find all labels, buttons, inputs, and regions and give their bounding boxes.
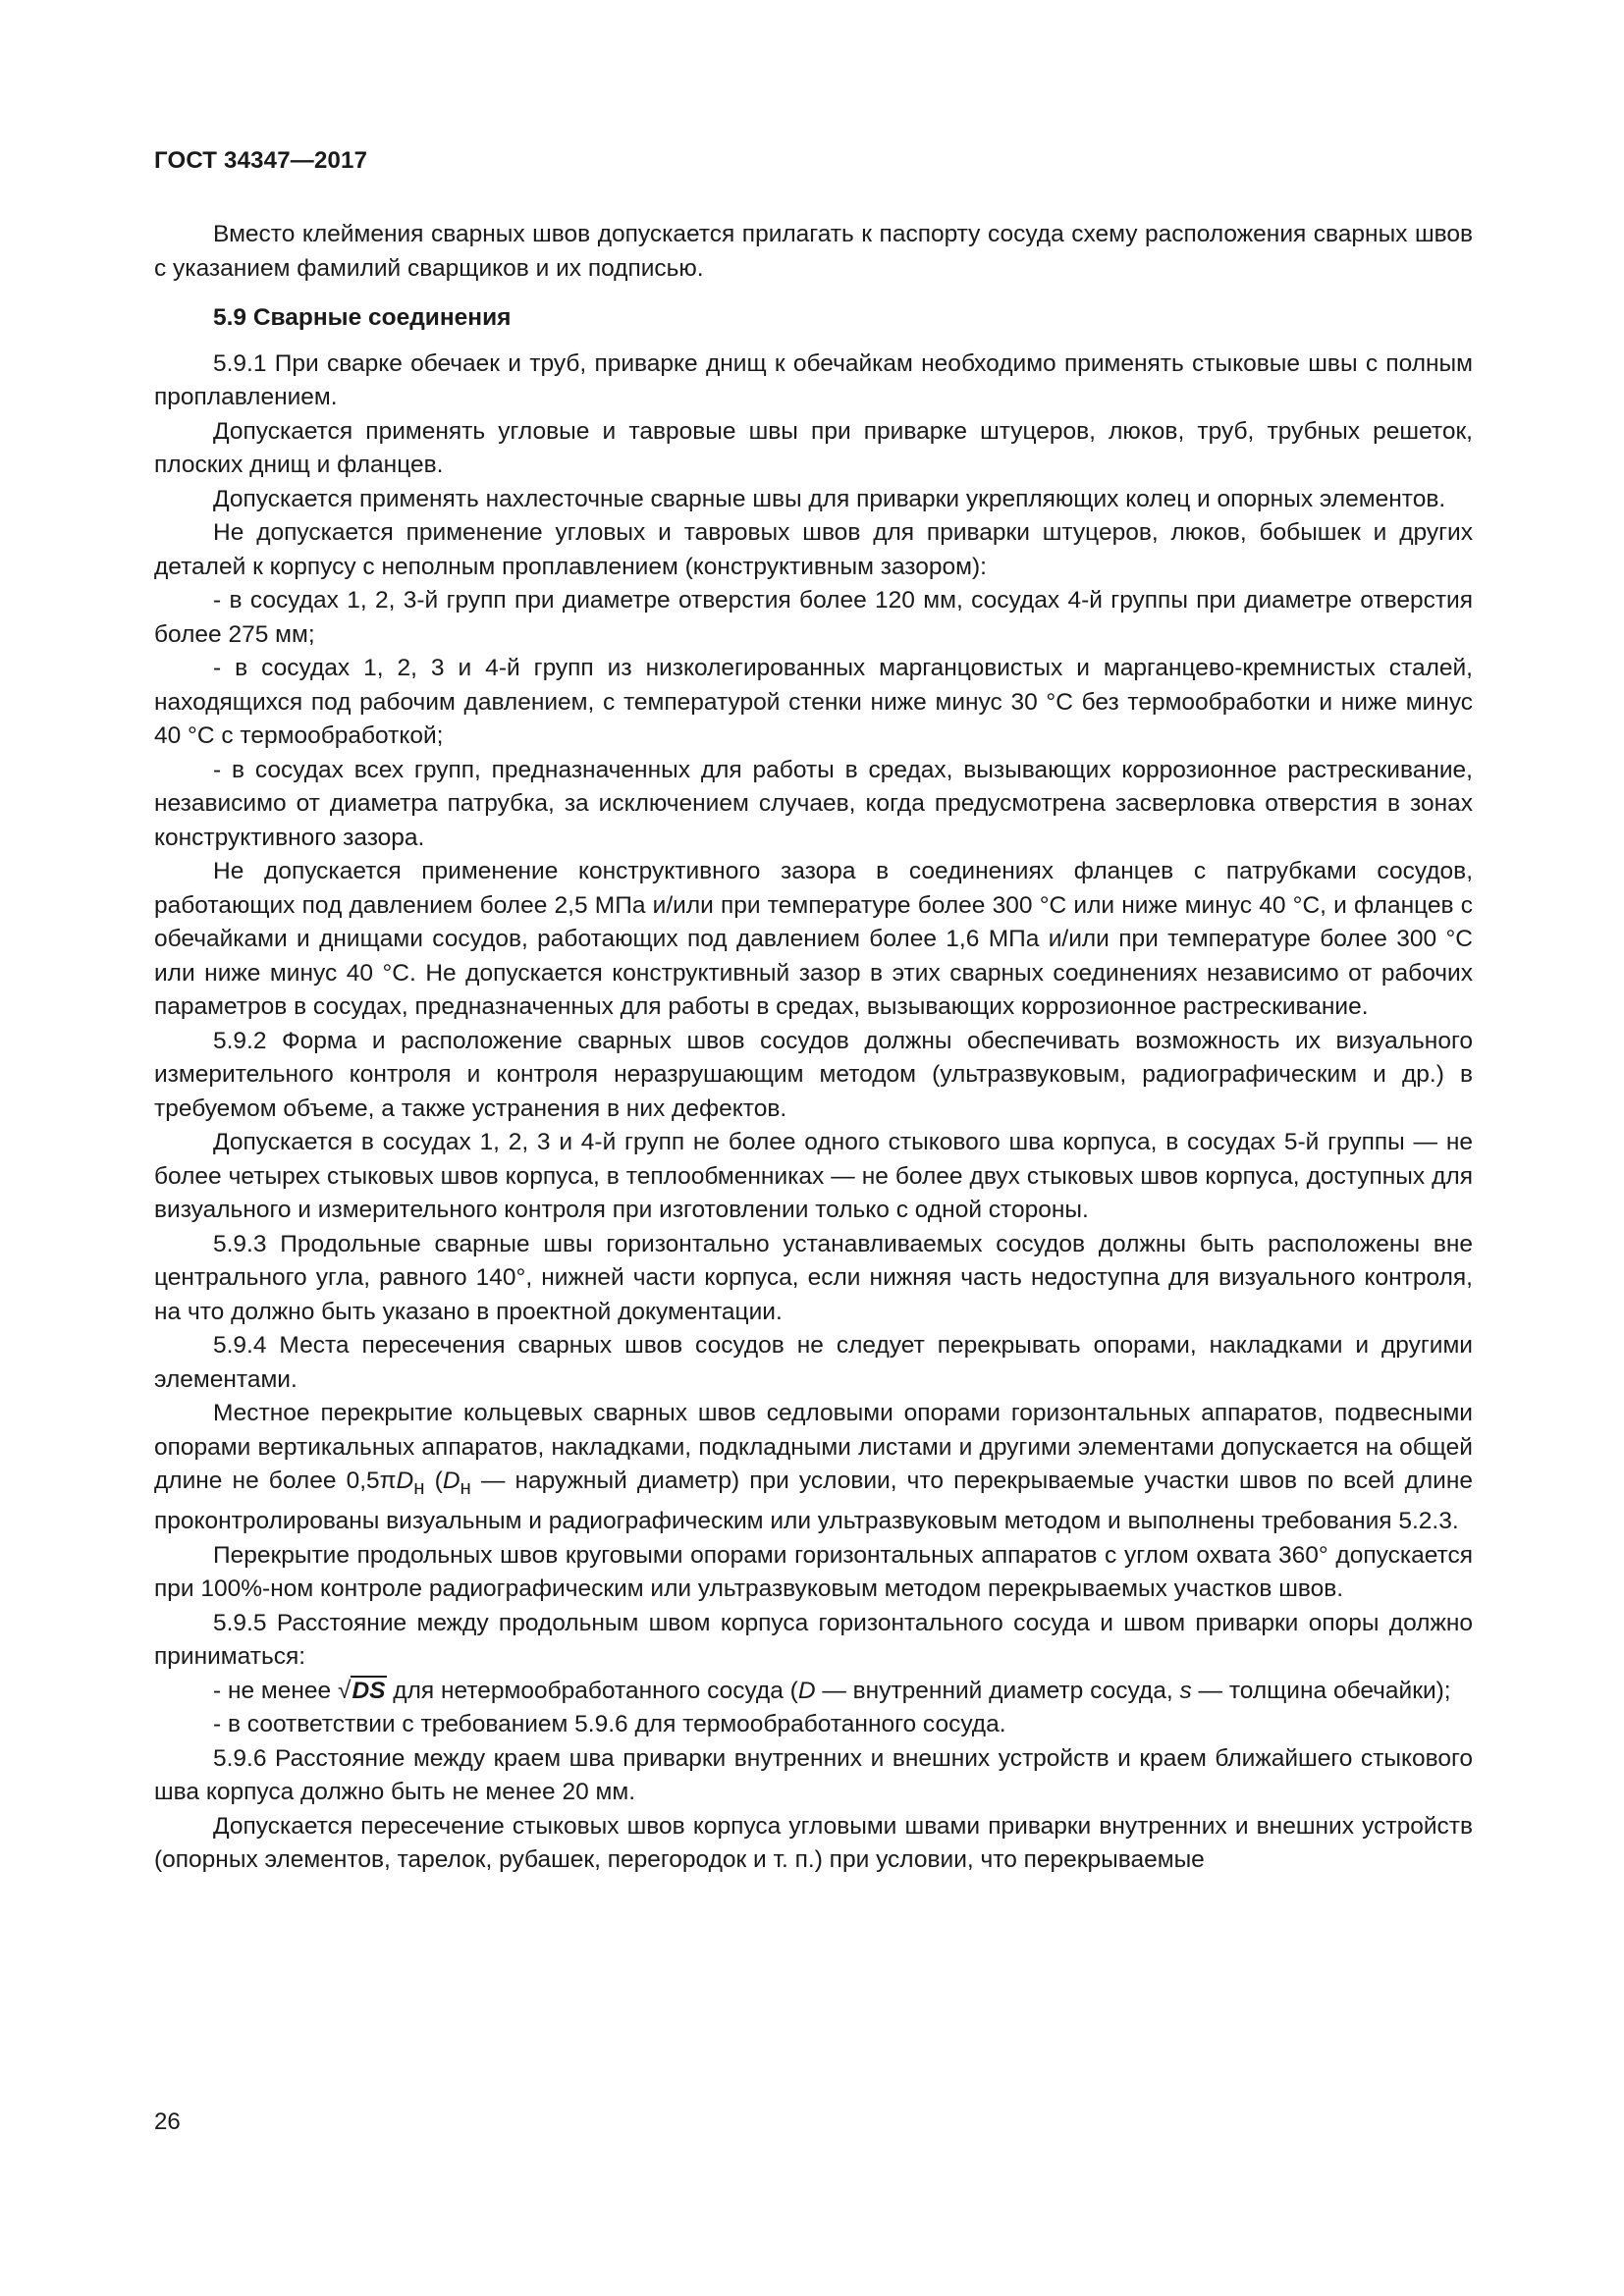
paragraph: Не допускается применение угловых и тавровых швов для приварки штуцеров, люков, бобышек и других деталей к корпусу с неполным проплавлением (конструктивным зазором): (154, 519, 1473, 580)
standard-header: ГОСТ 34347—2017 (154, 147, 368, 174)
paragraph: 5.9.2 Форма и расположение сварных швов сосудов должны обеспечивать возможность их визуального измерительного контроля и контроля неразрушающим методом (ультразвуковым, радиографическим и др.) в требуемом объеме, а также устранения в них дефектов. (154, 1027, 1473, 1122)
radicand: DS (352, 1677, 386, 1704)
variable-s: s (1179, 1677, 1192, 1704)
paragraph: Вместо клеймения сварных швов допускается прилагать к паспорту сосуда схему расположения сварных швов с указанием фамилий сварщиков и их подписью. (154, 221, 1473, 282)
subscript-n: н (460, 1476, 471, 1499)
variable-d: D (442, 1468, 460, 1494)
paragraph: 5.9.3 Продольные сварные швы горизонтально устанавливаемых сосудов должны быть расположены вне центрального угла, равного 140°, нижней части корпуса, если нижняя часть недоступна для визуального контроля, на что должно быть указано в проектной документации. (154, 1230, 1473, 1325)
paragraph-local-overlap (154, 1397, 1473, 1539)
sqrt-formula (338, 1676, 387, 1704)
paragraph: Перекрытие продольных швов круговыми опорами горизонтальных аппаратов с углом охвата 360° допускается при 100%-ном контроле радиографическим или ультразвуковым методом перекрываемых участков швов. (154, 1541, 1473, 1603)
text-run: для нетермообработанного сосуда ( (386, 1677, 798, 1704)
variable-d: D (396, 1468, 414, 1494)
list-item: - в сосудах 1, 2, 3-й групп при диаметре отверстия более 120 мм, сосудах 4-й группы при диаметре отверстия более 275 мм; (154, 587, 1473, 648)
paragraph: 5.9.4 Места пересечения сварных швов сосудов не следует перекрывать опорами, накладками и другими элементами. (154, 1332, 1473, 1393)
paragraph: 5.9.6 Расстояние между краем шва приварки внутренних и внешних устройств и краем ближайшего стыкового шва корпуса должно быть не менее 20 мм. (154, 1744, 1473, 1806)
paragraph: Допускается пересечение стыковых швов корпуса угловыми швами приварки внутренних и внешних устройств (опорных элементов, тарелок, рубашек, перегородок и т. п.) при условии, что перекрываемые (154, 1812, 1473, 1874)
subscript-n: н (413, 1476, 425, 1499)
list-item: - в сосудах 1, 2, 3 и 4-й групп из низколегированных марганцовистых и марганцево-кремнистых сталей, находящихся под рабочим давлением, с температурой стенки ниже минус 30 °С без термообработки и ниже минус 40 °С с термообработкой; (154, 655, 1473, 749)
text-run: — толщина обечайки); (1191, 1677, 1451, 1704)
text-run: - не менее (213, 1677, 338, 1704)
section-heading: 5.9 Сварные соединения (213, 304, 512, 331)
text-run: ( (424, 1468, 443, 1494)
page-number: 26 (154, 2109, 181, 2135)
paragraph: Допускается применять угловые и тавровые швы при приварке штуцеров, люков, труб, трубных решеток, плоских днищ и фланцев. (154, 417, 1473, 478)
paragraph: 5.9.5 Расстояние между продольным швом корпуса горизонтального сосуда и швом приварки опоры должно приниматься: (154, 1609, 1473, 1671)
radical-sign: √ (338, 1677, 352, 1704)
paragraph: Не допускается применение конструктивного зазора в соединениях фланцев с патрубками сосудов, работающих под давлением более 2,5 МПа и/или при температуре более 300 °С или ниже минус 40 °С, и фланцев с обечайками и днищами сосудов, работающих под давлением более 1,6 МПа и/или при температуре более 300 °С или ниже минус 40 °С. Не допускается конструктивный зазор в этих сварных соединениях независимо от рабочих параметров в сосудах, предназначенных для работы в средах, вызывающих коррозионное растрескивание. (154, 858, 1473, 1020)
paragraph: Допускается применять нахлесточные сварные швы для приварки укрепляющих колец и опорных элементов. (213, 485, 1446, 512)
list-item-min-distance (154, 1675, 1473, 1709)
paragraph: Допускается в сосудах 1, 2, 3 и 4-й групп не более одного стыкового шва корпуса, в сосудах 5-й группы — не более четырех стыковых швов корпуса, в теплообменниках — не более двух стыковых швов корпуса, доступных для визуального и измерительного контроля при изготовлении только с одной стороны. (154, 1129, 1473, 1223)
text-run: — наружный диаметр) при условии, что перекрываемые участки швов по всей длине проконтролированы визуальным и радиографическим или ультразвуковым методом и выполнены требования 5.2.3. (154, 1468, 1474, 1535)
list-item: - в соответствии с требованием 5.9.6 для термообработанного сосуда. (213, 1711, 1006, 1738)
paragraph: 5.9.1 При сварке обечаек и труб, приварке днищ к обечайкам необходимо применять стыковые швы с полным проплавлением. (154, 349, 1473, 410)
text-run: — внутренний диаметр сосуда, (815, 1677, 1180, 1704)
text-run: Местное перекрытие кольцевых сварных швов седловыми опорами горизонтальных аппаратов, подвесными опорами вертикальных аппаратов, накладками, подкладными листами и другими элементами допускается на общей длине не более 0,5π (154, 1400, 1473, 1494)
list-item: - в сосудах всех групп, предназначенных для работы в средах, вызывающих коррозионное растрескивание, независимо от диаметра патрубка, за исключением случаев, когда предусмотрена засверловка отверстия в зонах конструктивного зазора. (154, 756, 1473, 851)
variable-d: D (797, 1677, 816, 1704)
body-text (154, 218, 1473, 1878)
